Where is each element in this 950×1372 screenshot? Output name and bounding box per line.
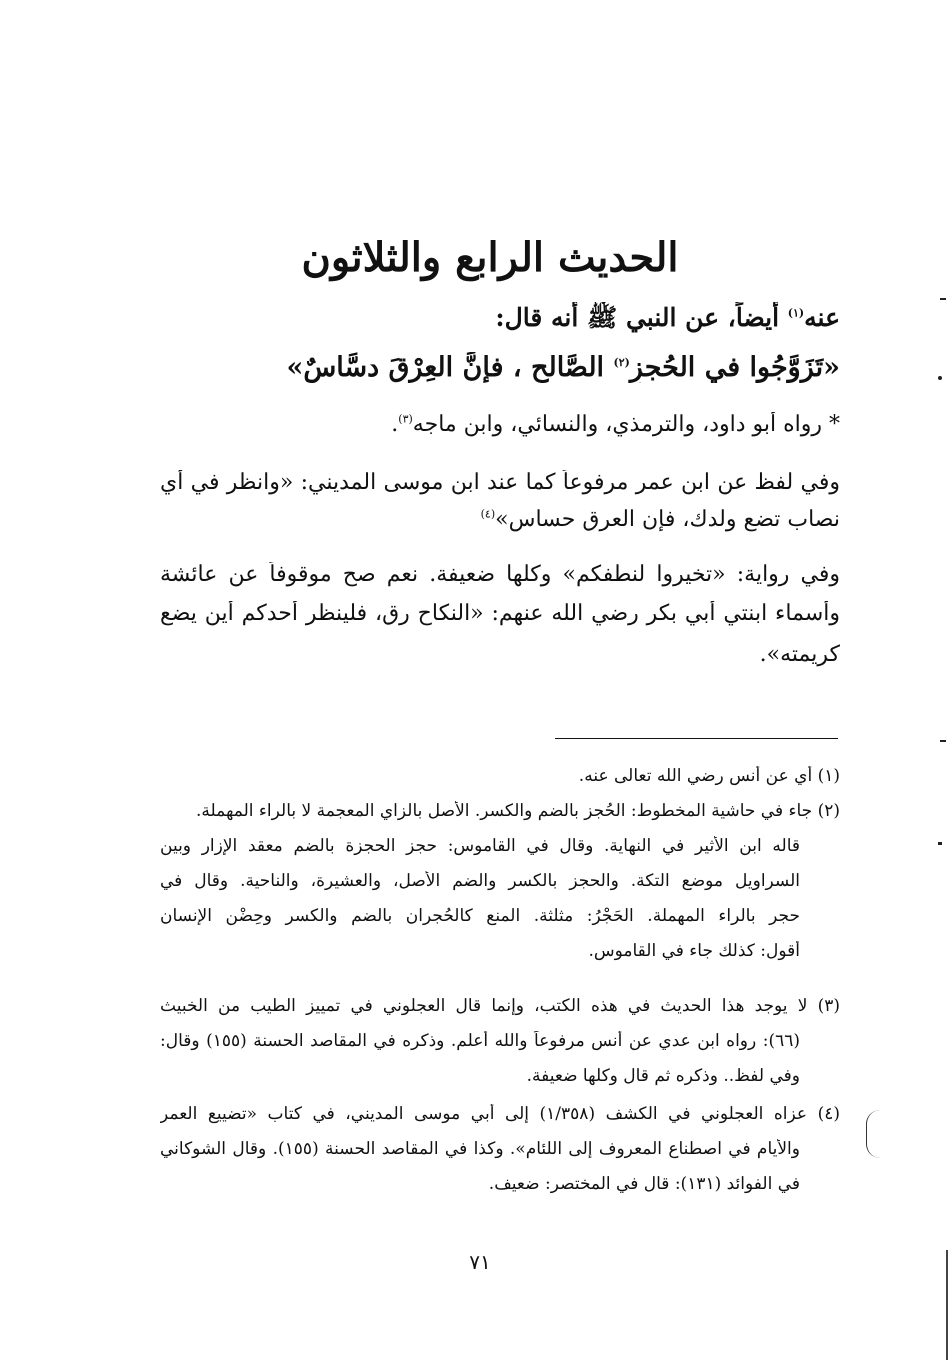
scan-bracket-mark [866,1110,881,1158]
footnote-2-line-3: السراويل موضع التكة. والحجز بالكسر والضم الأصل، والعشيرة، والناحية. وقال في [160,871,800,891]
footnote-3-line-3: وفي لفظ.. وذكره ثم قال وكلها ضعيفة. [526,1066,800,1086]
page-edge-line [946,1250,948,1360]
footnote-ref-2: (٢) [613,356,630,369]
scan-mark [938,842,942,845]
footnote-4-line-2: والأيام في اصطناع المعروف إلى اللئام». وكذا في المقاصد الحسنة (١٥٥). وقال الشوكاني [160,1139,800,1159]
paragraph-2-line-3: كريمته». [759,642,840,667]
footnote-ref-3: (٣) [398,412,413,426]
narration-end: . [391,412,399,437]
hadith-part-2: الصَّالح ، فإنَّ العِرْقَ دسَّاسٌ» [286,352,614,383]
intro-before-ref: عنه [804,303,840,332]
paragraph-1-line-2-text: نصاب تضع ولدك، فإن العرق حساس» [495,507,840,532]
narration-text: * رواه أبو داود، والترمذي، والنسائي، وابن ماجه [412,412,840,437]
paragraph-1-line-2 [160,507,840,532]
paragraph-1-line-1: وفي لفظ عن ابن عمر مرفوعاً كما عند ابن موسى المديني: «وانظر في أي [160,470,840,495]
footnote-1: (١) أي عن أنس رضي الله تعالى عنه. [578,766,840,786]
intro-after-ref: أيضاً، عن النبي ﷺ أنه قال: [495,303,788,332]
footnote-ref-1: (١) [787,306,805,320]
paragraph-2-line-1: وفي رواية: «تخيروا لنطفكم» وكلها ضعيفة. نعم صح موقوفاً عن عائشة [160,562,840,587]
scan-mark [940,298,946,300]
footnote-3-line-1: (٣) لا يوجد هذا الحديث في هذه الكتب، وإنما قال العجلوني في تمييز الطيب من الخبيث [160,996,840,1016]
page-number: ٧١ [469,1250,491,1274]
footnote-separator [555,738,838,739]
chapter-title: الحديث الرابع والثلاثون [301,234,679,281]
footnote-2-line-4: حجر بالراء المهملة. الحَجْرُ: مثلثة. المنع كالحُجران بالضم والكسر وحِضْن الإنسان [160,906,800,926]
scan-mark [940,740,946,742]
hadith-text [160,352,840,383]
footnote-3-line-2: (٦٦): رواه ابن عدي عن أنس مرفوعاً والله أعلم. وذكره في المقاصد الحسنة (١٥٥) وقال: [160,1031,800,1051]
footnote-4-line-3: في الفوائد (١٣١): قال في المختصر: ضعيف. [488,1174,800,1194]
paragraph-2-line-2: وأسماء ابنتي أبي بكر رضي الله عنهم: «النكاح رق، فلينظر أحدكم أين يضع [160,601,840,626]
footnote-2-line-5: أقول: كذلك جاء في القاموس. [588,941,800,961]
footnote-2-line-2: قاله ابن الأثير في النهاية. وقال في القاموس: حجز الحجزة بالضم معقد الإزار وبين [160,836,800,856]
footnote-2-line-1: (٢) جاء في حاشية المخطوط: الحُجز بالضم والكسر. الأصل بالزاي المعجمة لا بالراء المهملة. [195,801,840,821]
hadith-intro [160,302,840,339]
footnote-ref-4: (٤) [480,507,496,521]
footnote-4-line-1: (٤) عزاه العجلوني في الكشف (١/٣٥٨) إلى أبي موسى المديني، في كتاب «تضييع العمر [160,1104,840,1124]
hadith-part-1: «تَزَوَّجُوا في الحُجزِ [629,352,840,383]
scan-mark [938,376,942,380]
narration-line [160,412,840,437]
